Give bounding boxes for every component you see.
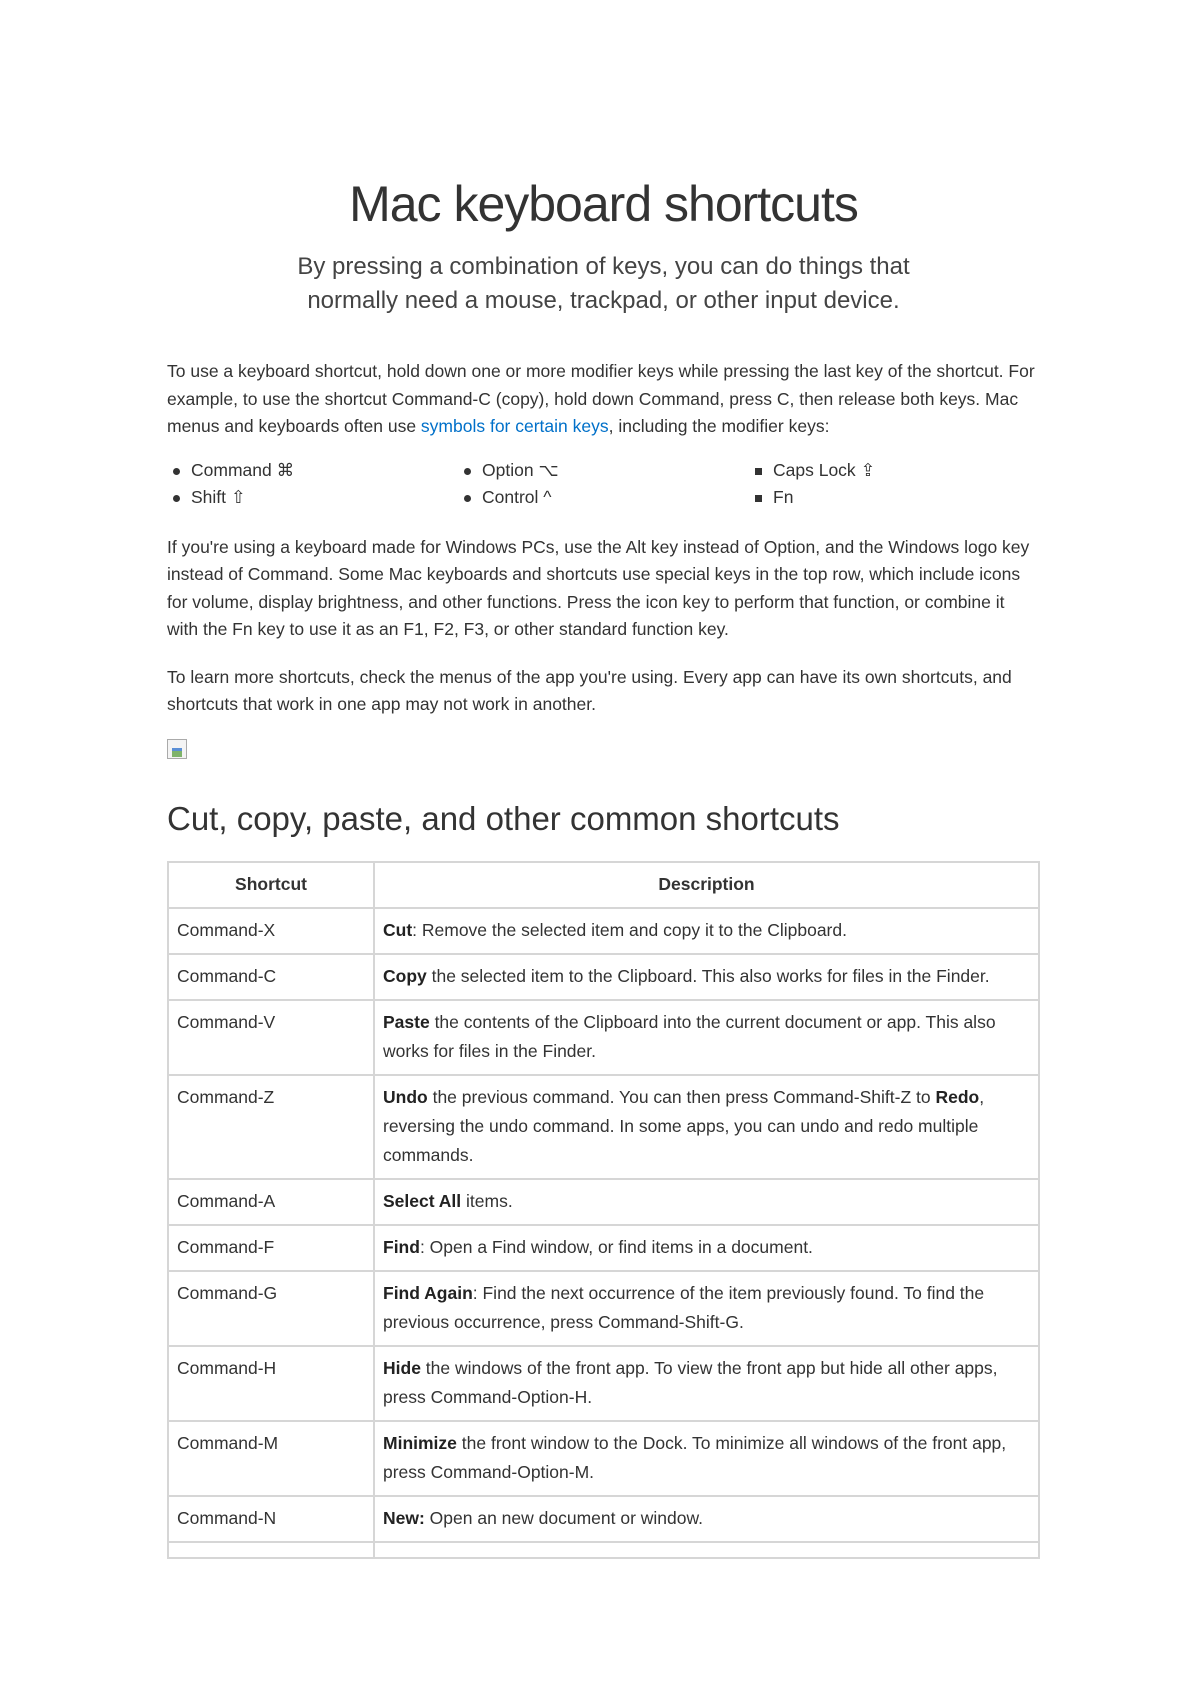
intro-text-end: , including the modifier keys: (608, 416, 830, 436)
description-text: the front window to the Dock. To minimize all windows of the front app, press Command-Option-M. (383, 1432, 1007, 1482)
description-text: : Find the next occurrence of the item previously found. To find the previous occurrence, press Command-Shift-G. (383, 1282, 985, 1332)
table-row (168, 1000, 1039, 1075)
shortcut-cell: Command-M (168, 1421, 374, 1496)
modifier-command: Command ⌘ (167, 457, 458, 485)
shortcut-cell: Command-X (168, 908, 374, 954)
description-cell (374, 1179, 1039, 1225)
description-term: Copy (383, 965, 427, 986)
description-term: Find Again (383, 1282, 473, 1303)
windows-keyboard-paragraph: If you're using a keyboard made for Windows PCs, use the Alt key instead of Option, and the Windows logo key instead of Command. Some Mac keyboards and shortcuts use special keys in the top row, which include icons for volume, display brightness, and other functions. Press the icon key to perform that function, or combine it with the Fn key to use it as an F1, F2, F3, or other standard function key. (167, 536, 1030, 639)
page-title: Mac keyboard shortcuts (349, 176, 858, 232)
shortcut-cell (168, 1542, 374, 1558)
shortcut-cell: Command-A (168, 1179, 374, 1225)
description-term: Hide (383, 1357, 421, 1378)
description-cell (374, 1271, 1039, 1346)
table-row (168, 1179, 1039, 1225)
description-cell (374, 1346, 1039, 1421)
table-row (168, 954, 1039, 1000)
shortcut-cell: Command-C (168, 954, 374, 1000)
description-cell (374, 1421, 1039, 1496)
description-text: : Open a Find window, or find items in a document. (419, 1236, 813, 1257)
shortcut-cell: Command-H (168, 1346, 374, 1421)
table-row (168, 1346, 1039, 1421)
description-cell (374, 908, 1039, 954)
description-text: the selected item to the Clipboard. This also works for files in the Finder. (426, 965, 990, 986)
description-text: items. (461, 1190, 513, 1211)
description-cell (374, 1496, 1039, 1542)
description-term: Undo (383, 1086, 428, 1107)
description-text: , reversing the undo command. In some apps, you can undo and redo multiple commands. (383, 1086, 985, 1165)
section-heading: Cut, copy, paste, and other common shortcuts (167, 799, 840, 837)
description-term: New: (383, 1507, 425, 1528)
description-cell (374, 1000, 1039, 1075)
intro-text: To use a keyboard shortcut, hold down one or more modifier keys while pressing the last key of the shortcut. For example, to use the shortcut Command-C (copy), hold down Command, press C, then release both keys. Mac menus and keyboards often use (167, 361, 1035, 436)
description-text: Open an new document or window. (424, 1507, 704, 1528)
header-shortcut: Shortcut (168, 862, 374, 908)
table-header-row (168, 862, 1039, 908)
shortcut-cell: Command-N (168, 1496, 374, 1542)
description-term: Select All (383, 1190, 462, 1211)
learn-more-paragraph: To learn more shortcuts, check the menus of the app you're using. Every app can have its own shortcuts, and shortcuts that work in one app may not work in another. (167, 666, 1012, 714)
description-text: : Remove the selected item and copy it to the Clipboard. (412, 919, 847, 940)
description-cell (374, 1542, 1039, 1558)
table-row (168, 1225, 1039, 1271)
modifier-caps-lock: Caps Lock ⇪ (749, 457, 1040, 485)
intro-paragraph (167, 358, 1040, 441)
symbols-link[interactable]: symbols for certain keys (420, 416, 609, 436)
header-description: Description (374, 862, 1039, 908)
document-page (167, 170, 1040, 1559)
shortcut-cell: Command-V (168, 1000, 374, 1075)
description-cell (374, 954, 1039, 1000)
modifier-keys-list (167, 457, 1040, 512)
table-row (168, 1075, 1039, 1179)
description-text: the windows of the front app. To view the front app but hide all other apps, press Command-Option-H. (383, 1357, 998, 1407)
page-subtitle: By pressing a combination of keys, you can do things that normally need a mouse, trackpad, or other input device. (297, 253, 910, 314)
description-term: Find (383, 1236, 420, 1257)
table-row (168, 1271, 1039, 1346)
shortcut-cell: Command-Z (168, 1075, 374, 1179)
table-row (168, 908, 1039, 954)
description-term: Cut (383, 919, 413, 940)
description-text: the contents of the Clipboard into the current document or app. This also works for files in the Finder. (383, 1011, 996, 1061)
shortcuts-table (167, 861, 1040, 1559)
broken-image-icon (167, 739, 187, 759)
shortcut-cell: Command-G (168, 1271, 374, 1346)
shortcut-cell: Command-F (168, 1225, 374, 1271)
description-term: Redo (935, 1086, 980, 1107)
modifier-option: Option ⌥ (458, 457, 749, 485)
table-row (168, 1421, 1039, 1496)
table-row (168, 1496, 1039, 1542)
description-term: Paste (383, 1011, 430, 1032)
table-row (168, 1542, 1039, 1558)
modifier-shift: Shift ⇧ (167, 484, 458, 512)
description-term: Minimize (383, 1432, 457, 1453)
modifier-fn: Fn (749, 484, 1040, 512)
description-text: the previous command. You can then press Command-Shift-Z to (427, 1086, 936, 1107)
description-cell (374, 1075, 1039, 1179)
description-cell (374, 1225, 1039, 1271)
modifier-control: Control ^ (458, 484, 749, 512)
